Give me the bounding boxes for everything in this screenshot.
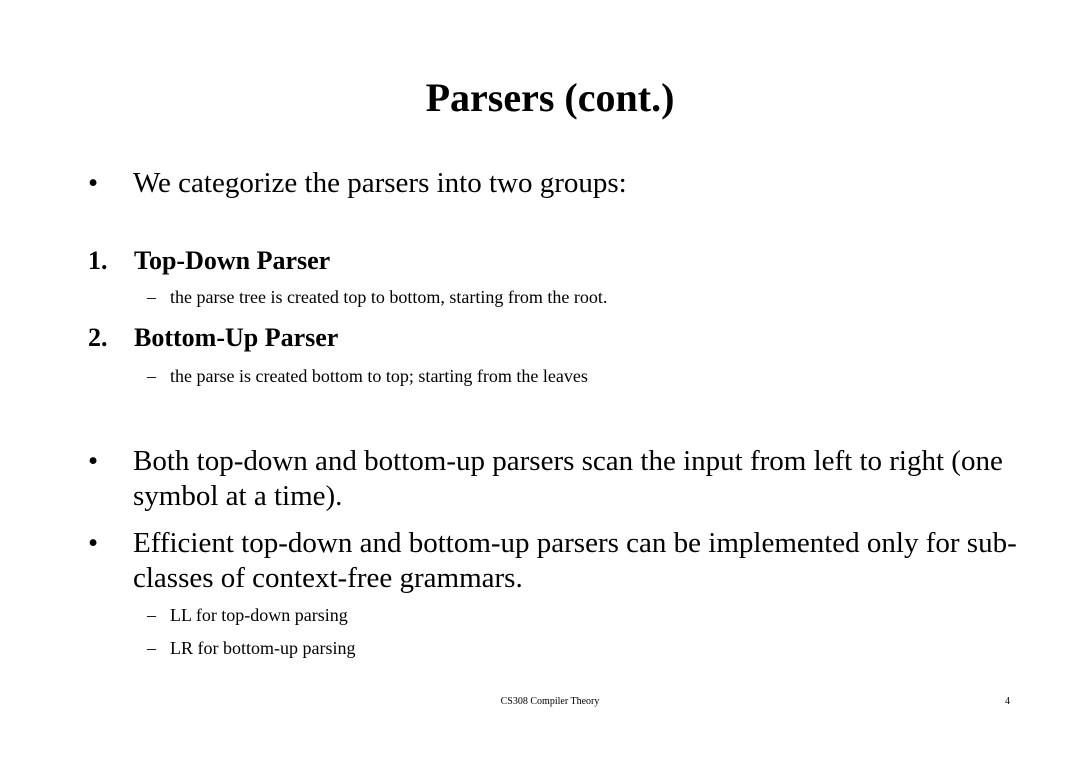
bullet-marker: • [88,445,99,477]
intro-bullet-text: We categorize the parsers into two groups: [133,167,627,199]
bullet-text: Both top-down and bottom-up parsers scan the input from left to right (one symbol at a time). [133,445,1003,512]
group-description-text: the parse is created bottom to top; starting from the leaves [170,366,588,386]
group-name: Bottom-Up Parser [134,323,339,352]
dash-marker: – [147,366,156,386]
slide-footer: CS308 Compiler Theory [500,696,600,707]
dash-marker: – [147,638,156,658]
sub-bullet-text: LL for top-down parsing [170,605,348,625]
dash-marker: – [147,605,156,625]
page-number: 4 [1005,696,1010,707]
sub-bullet-text: LR for bottom-up parsing [170,638,356,658]
bullet-marker: • [88,167,99,199]
slide-title: Parsers (cont.) [425,75,675,120]
bullet-text: Efficient top-down and bottom-up parsers can be implemented only for sub-classes of context-free grammars. [133,527,1017,594]
group-number: 1. [88,246,108,275]
group-number: 2. [88,323,108,352]
group-name: Top-Down Parser [134,246,331,275]
bullet-marker: • [88,527,99,559]
dash-marker: – [147,287,156,307]
group-description-text: the parse tree is created top to bottom, starting from the root. [170,287,608,307]
